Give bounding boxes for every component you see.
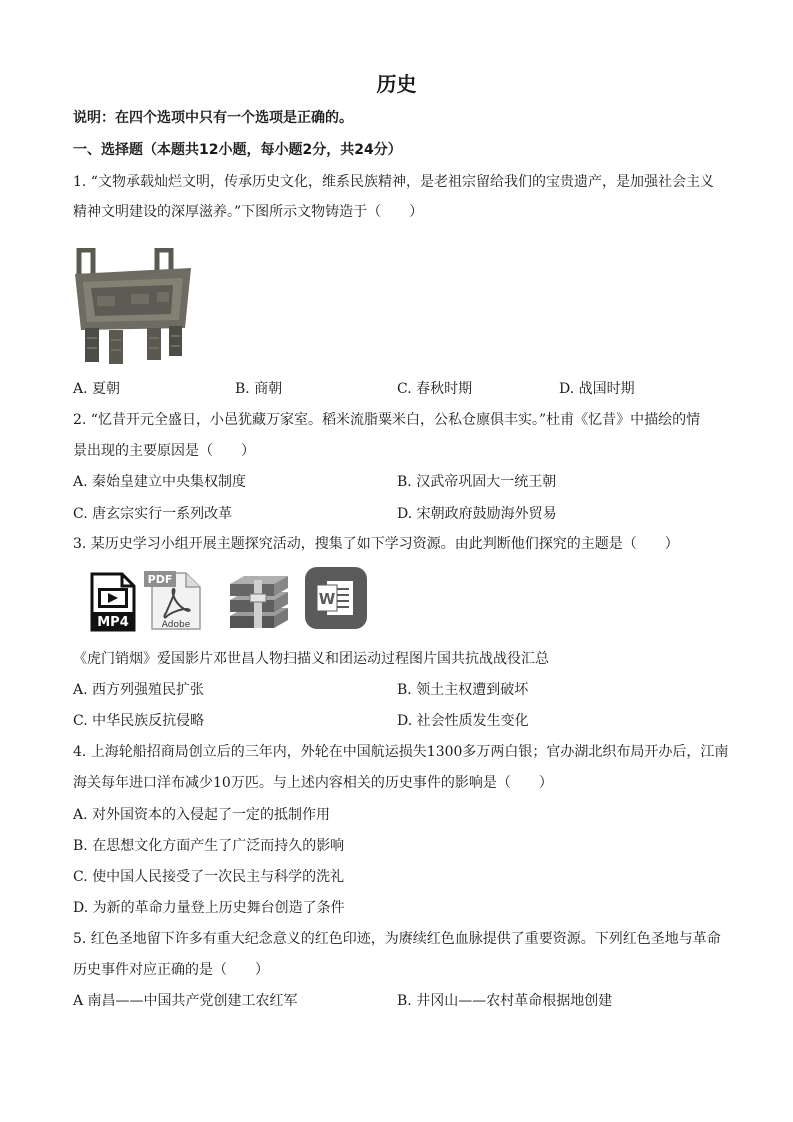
q2-line-2: 景出现的主要原因是（ ）: [73, 443, 255, 459]
section-heading: 一、选择题（本题共12小题，每小题2分，共24分）: [73, 142, 402, 158]
q2-option-b: B. 汉武帝巩固大一统王朝: [397, 474, 557, 490]
q3-resource-captions: 《虎门销烟》爱国影片邓世昌人物扫描义和团运动过程图片国共抗战战役汇总: [73, 651, 549, 667]
q3-option-d: D. 社会性质发生变化: [397, 713, 529, 729]
q4-option-c: C. 使中国人民接受了一次民主与科学的洗礼: [73, 869, 345, 885]
q1-line-1: 1. “文物承载灿烂文明，传承历史文化，维系民族精神，是老祖宗留给我们的宝贵遗产，是加强社会主义: [73, 174, 714, 190]
q5-line-2: 历史事件对应正确的是（ ）: [73, 962, 269, 978]
q2-line-1: 2. “忆昔开元全盛日，小邑犹藏万家室。稻米流脂粟米白，公私仓廪俱丰实。”杜甫《忆昔》中描绘的情: [73, 412, 701, 428]
page-title: 历史: [376, 72, 417, 96]
q1-option-a: A. 夏朝: [73, 381, 121, 397]
q1-option-d: D. 战国时期: [559, 381, 635, 397]
mp4-file-icon: [88, 572, 138, 632]
bronze-ding-image: [73, 248, 193, 366]
word-label: W: [318, 590, 336, 608]
q1-line-2: 精神文明建设的深厚滋养。”下图所示文物铸造于（ ）: [73, 204, 424, 220]
adobe-label: Adobe: [161, 620, 191, 630]
q3-line-1: 3. 某历史学习小组开展主题探究活动，搜集了如下学习资源。由此判断他们探究的主题是（ ）: [73, 536, 679, 552]
q4-option-b: B. 在思想文化方面产生了广泛而持久的影响: [73, 838, 345, 854]
pdf-label: PDF: [147, 573, 173, 586]
mp4-label: MP4: [97, 615, 129, 630]
q1-option-c: C. 春秋时期: [397, 381, 473, 397]
q2-option-a: A. 秦始皇建立中央集权制度: [73, 474, 247, 490]
q5-line-1: 5. 红色圣地留下许多有重大纪念意义的红色印迹，为赓续红色血脉提供了重要资源。下列红色圣地与革命: [73, 931, 721, 947]
q2-option-c: C. 唐玄宗实行一系列改革: [73, 506, 233, 522]
q4-line-2: 海关每年进口洋布减少10万匹。与上述内容相关的历史事件的影响是（ ）: [73, 775, 553, 791]
word-file-icon: [305, 567, 367, 629]
q5-option-b: B. 井冈山——农村革命根据地创建: [397, 993, 613, 1009]
q5-option-a: A 南昌——中国共产党创建工农红军: [73, 993, 298, 1009]
instruction-text: 说明：在四个选项中只有一个选项是正确的。: [73, 110, 353, 126]
q3-option-b: B. 领土主权遭到破坏: [397, 682, 529, 698]
q4-option-a: A. 对外国资本的入侵起了一定的抵制作用: [73, 807, 331, 823]
pdf-file-icon: [144, 569, 204, 631]
q1-option-b: B. 商朝: [235, 381, 283, 397]
archive-file-icon: [224, 572, 294, 632]
q3-option-c: C. 中华民族反抗侵略: [73, 713, 205, 729]
q4-option-d: D. 为新的革命力量登上历史舞台创造了条件: [73, 900, 345, 916]
q4-line-1: 4. 上海轮船招商局创立后的三年内，外轮在中国航运损失1300多万两白银；官办湖北织布局开办后，江南: [73, 744, 729, 760]
q3-option-a: A. 西方列强殖民扩张: [73, 682, 205, 698]
q2-option-d: D. 宋朝政府鼓励海外贸易: [397, 506, 557, 522]
